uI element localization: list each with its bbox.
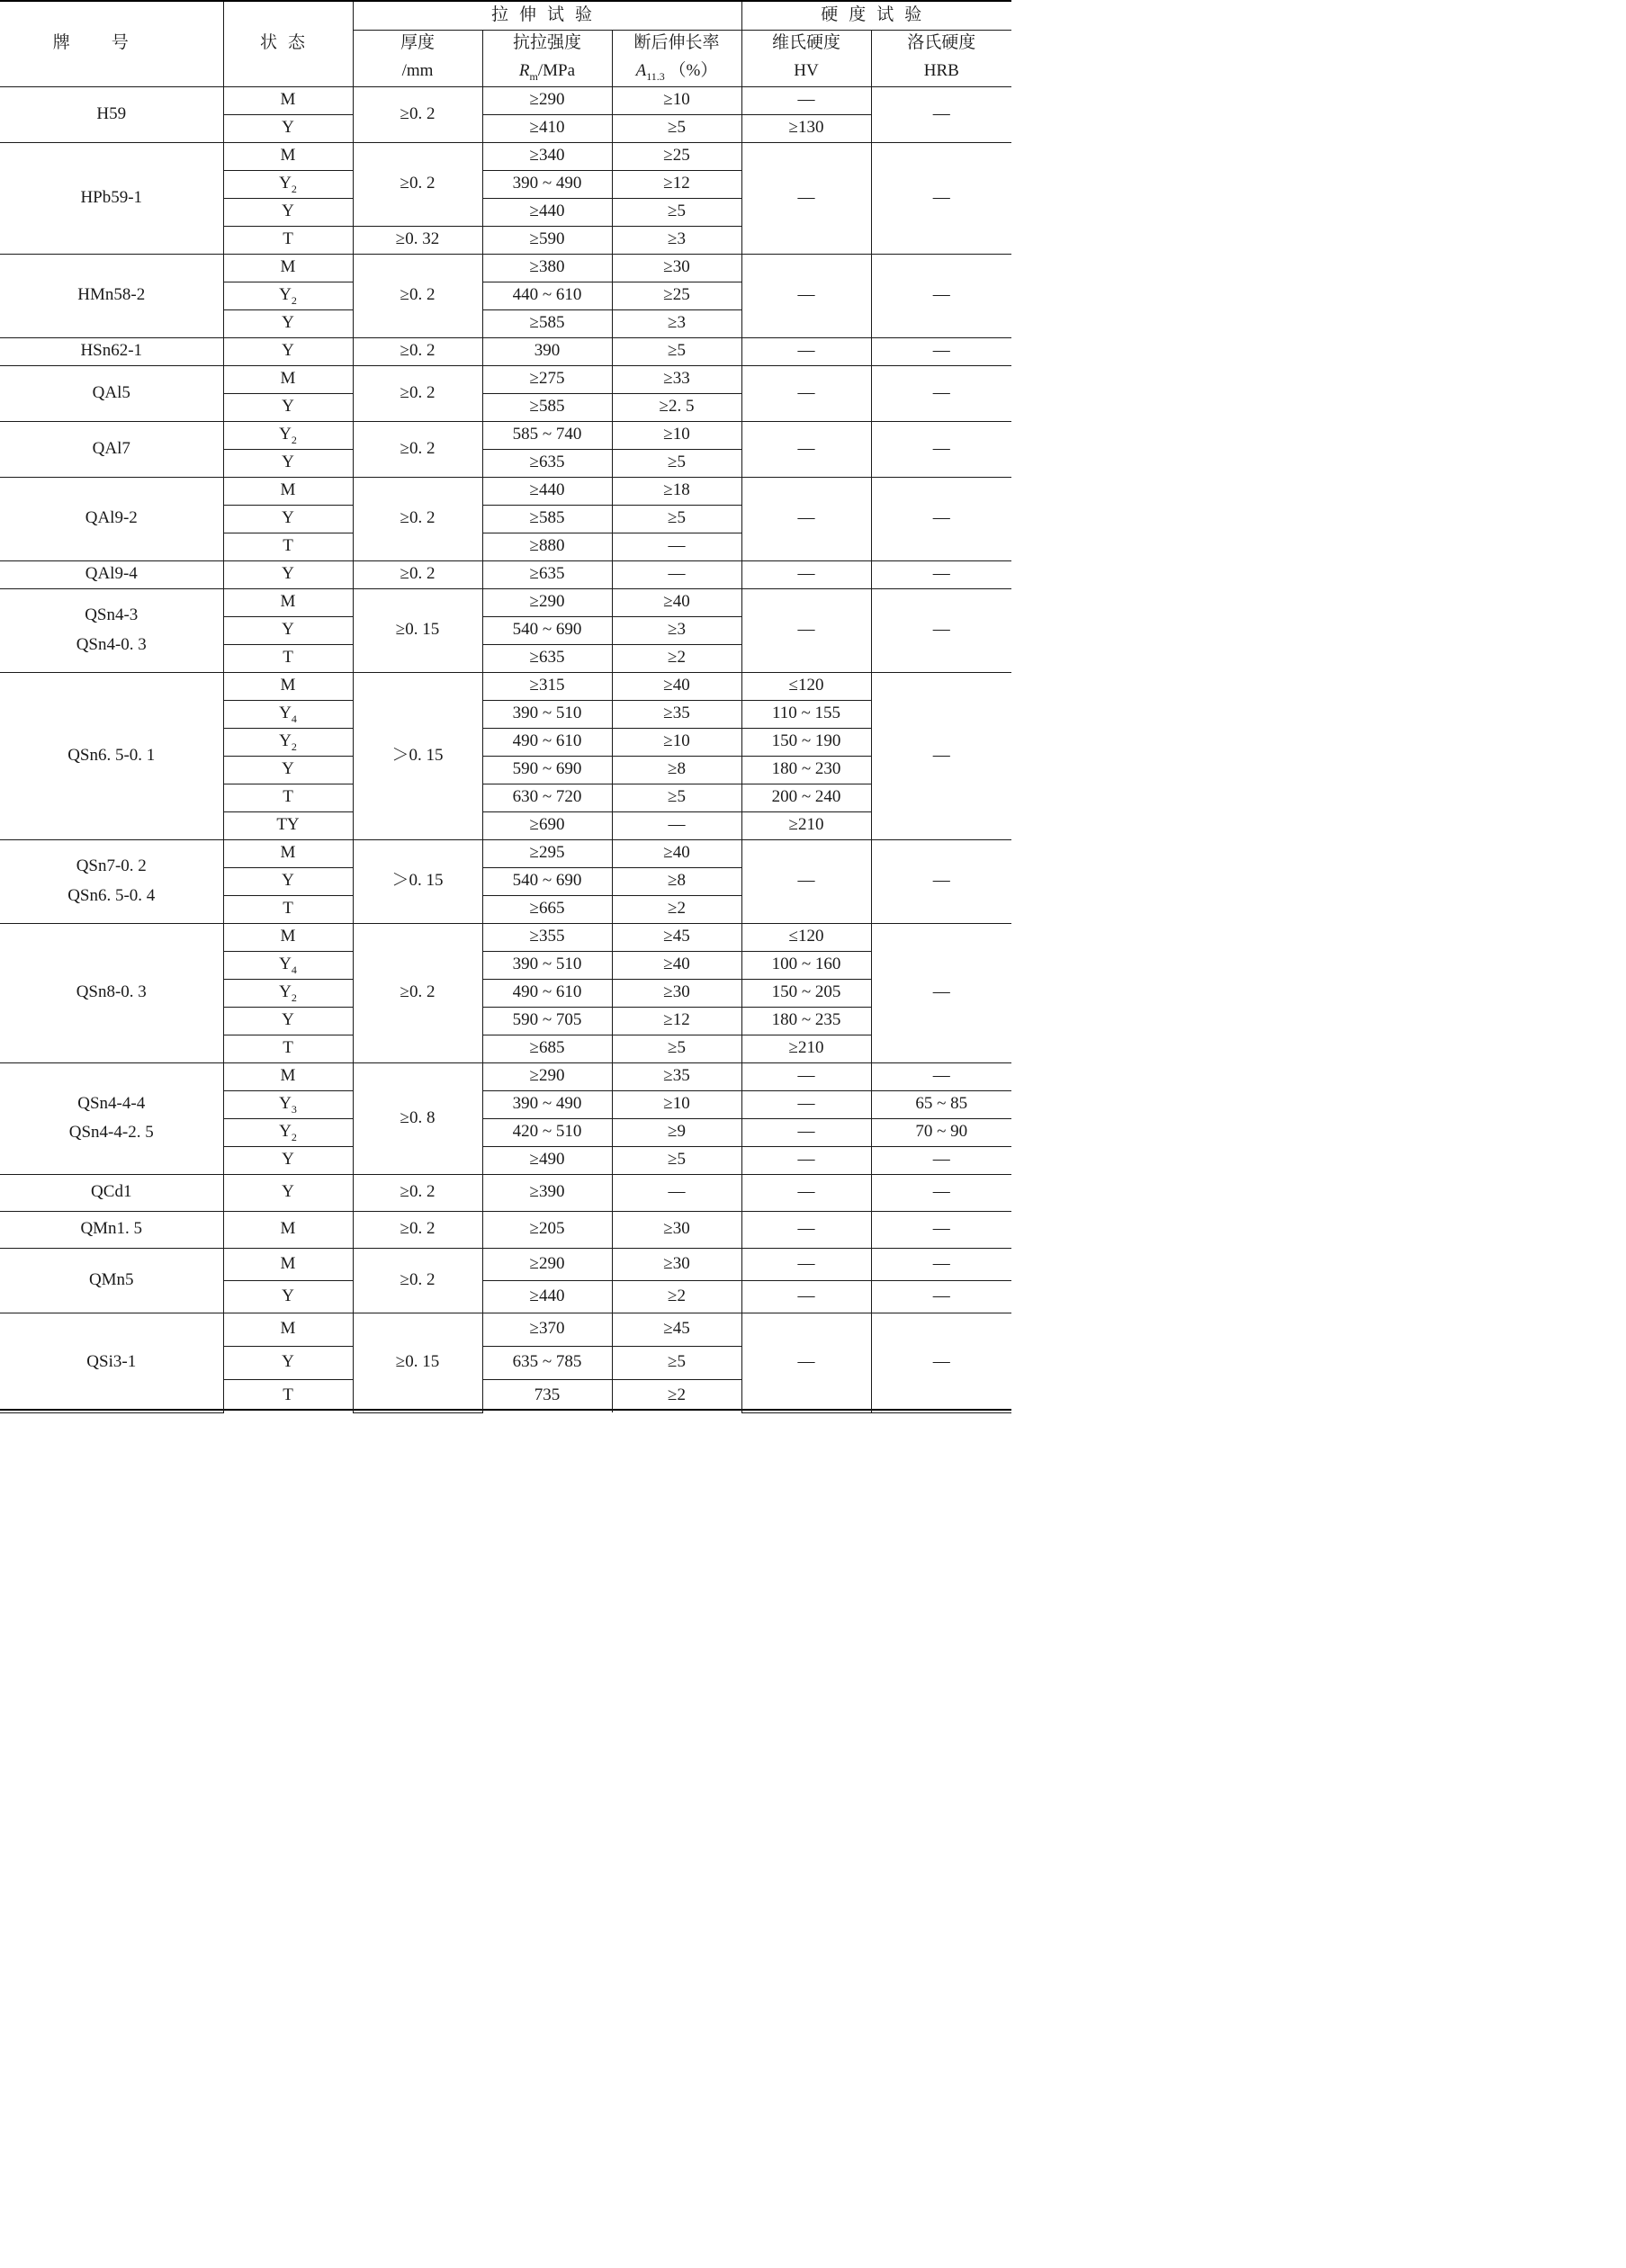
table-row	[0, 672, 1011, 700]
tensile-strength-cell: 440 ~ 610	[482, 282, 612, 309]
elongation-cell: ≥2	[612, 644, 741, 672]
thickness-cell: ≥0. 2	[353, 923, 482, 1062]
tensile-strength-cell: ≥585	[482, 505, 612, 533]
thickness-cell: ≥0. 2	[353, 254, 482, 337]
state-cell: $Y_2$	[223, 728, 353, 756]
grade-name: QSn4-4-4	[77, 1093, 146, 1113]
grade-cell	[0, 1211, 223, 1248]
vickers-hardness-cell: ≤120	[741, 672, 871, 700]
tensile-strength-cell: 590 ~ 705	[482, 1007, 612, 1035]
tensile-strength-cell: ≥275	[482, 365, 612, 393]
elongation-cell: ≥30	[612, 1248, 741, 1280]
thickness-cell: ≥0. 2	[353, 560, 482, 588]
grade-cell	[0, 337, 223, 365]
vickers-hardness-cell: ≥210	[741, 811, 871, 839]
elongation-cell: ≥40	[612, 839, 741, 867]
state-cell: Y	[223, 867, 353, 895]
elongation-cell: —	[612, 533, 741, 560]
elongation-cell: ≥2	[612, 895, 741, 923]
mechanical-properties-table	[0, 2, 1011, 1413]
rockwell-hardness-cell: —	[871, 588, 1011, 672]
tensile-strength-cell: 420 ~ 510	[482, 1118, 612, 1146]
header-state: 状态	[223, 2, 353, 86]
table-row	[0, 1062, 1011, 1090]
elongation-cell: ≥5	[612, 1146, 741, 1174]
elongation-cell: ≥30	[612, 1211, 741, 1248]
vickers-hardness-cell: 200 ~ 240	[741, 784, 871, 811]
state-cell: Y	[223, 337, 353, 365]
tensile-strength-cell: ≥290	[482, 1248, 612, 1280]
rockwell-hardness-cell: —	[871, 337, 1011, 365]
grade-name: QSn6. 5-0. 4	[67, 885, 156, 905]
elongation-cell: ≥35	[612, 700, 741, 728]
elongation-cell: ≥3	[612, 616, 741, 644]
elongation-cell: —	[612, 560, 741, 588]
vickers-hardness-cell: 180 ~ 235	[741, 1007, 871, 1035]
thickness-cell: ＞0. 15	[353, 839, 482, 923]
tensile-strength-cell: 635 ~ 785	[482, 1346, 612, 1379]
table-row	[0, 839, 1011, 867]
state-cell: $Y_3$	[223, 1090, 353, 1118]
rockwell-hardness-cell: —	[871, 365, 1011, 421]
tensile-strength-cell: 540 ~ 690	[482, 867, 612, 895]
tensile-strength-cell: 585 ~ 740	[482, 421, 612, 449]
grade-name: QSn4-4-2. 5	[68, 1123, 154, 1142]
state-cell: Y	[223, 1280, 353, 1313]
tensile-strength-cell: ≥685	[482, 1035, 612, 1062]
state-cell: $Y_4$	[223, 700, 353, 728]
state-cell: $Y_2$	[223, 1118, 353, 1146]
state-cell: $Y_2$	[223, 282, 353, 309]
state-cell: Y	[223, 114, 353, 142]
grade-cell	[0, 1062, 223, 1174]
state-cell: Y	[223, 505, 353, 533]
state-cell: T	[223, 533, 353, 560]
vickers-hardness-cell: ≥210	[741, 1035, 871, 1062]
tensile-strength-cell: ≥880	[482, 533, 612, 560]
tensile-strength-cell: 490 ~ 610	[482, 979, 612, 1007]
tensile-strength-cell: ≥290	[482, 86, 612, 114]
vickers-hardness-cell: —	[741, 1248, 871, 1280]
elongation-cell: ≥12	[612, 1007, 741, 1035]
header-grade: 牌号	[0, 2, 223, 86]
table-row	[0, 560, 1011, 588]
elongation-cell: ≥5	[612, 1346, 741, 1379]
thickness-cell: ≥0. 2	[353, 337, 482, 365]
thickness-cell: ＞0. 15	[353, 672, 482, 839]
tensile-strength-cell: 390	[482, 337, 612, 365]
tensile-strength-cell: 390 ~ 490	[482, 170, 612, 198]
table-row	[0, 1248, 1011, 1280]
vickers-hardness-cell: —	[741, 1090, 871, 1118]
elongation-cell: ≥8	[612, 867, 741, 895]
elongation-cell: —	[612, 1174, 741, 1211]
elongation-cell: ≥2	[612, 1280, 741, 1313]
state-cell: Y	[223, 560, 353, 588]
thickness-cell: ≥0. 2	[353, 1174, 482, 1211]
elongation-cell: ≥10	[612, 86, 741, 114]
state-cell: M	[223, 923, 353, 951]
grade-name: QMn5	[88, 1269, 134, 1289]
elongation-cell: ≥10	[612, 728, 741, 756]
header-hardness-test: 硬度试验	[741, 2, 1011, 30]
vickers-hardness-cell: —	[741, 588, 871, 672]
tensile-strength-cell: ≥410	[482, 114, 612, 142]
elongation-cell: ≥40	[612, 951, 741, 979]
thickness-cell: ≥0. 2	[353, 477, 482, 560]
rockwell-hardness-cell: —	[871, 142, 1011, 254]
elongation-cell: ≥5	[612, 198, 741, 226]
state-cell: M	[223, 1313, 353, 1346]
vickers-hardness-cell: —	[741, 1280, 871, 1313]
grade-name: QMn1. 5	[80, 1219, 143, 1239]
grade-cell	[0, 1174, 223, 1211]
rockwell-hardness-cell: —	[871, 254, 1011, 337]
grade-cell	[0, 923, 223, 1062]
state-cell: M	[223, 1062, 353, 1090]
state-cell: M	[223, 477, 353, 505]
grade-cell	[0, 142, 223, 254]
elongation-cell: ≥10	[612, 1090, 741, 1118]
tensile-strength-cell: ≥440	[482, 1280, 612, 1313]
vickers-hardness-cell: 150 ~ 190	[741, 728, 871, 756]
vickers-hardness-cell: —	[741, 1062, 871, 1090]
vickers-hardness-cell: ≥130	[741, 114, 871, 142]
elongation-cell: ≥45	[612, 1313, 741, 1346]
tensile-strength-cell: ≥585	[482, 309, 612, 337]
elongation-cell: ≥35	[612, 1062, 741, 1090]
state-cell: M	[223, 86, 353, 114]
table-row	[0, 421, 1011, 449]
tensile-strength-cell: ≥290	[482, 588, 612, 616]
rockwell-hardness-cell: 70 ~ 90	[871, 1118, 1011, 1146]
thickness-cell: ≥0. 2	[353, 365, 482, 421]
elongation-cell: ≥8	[612, 756, 741, 784]
tensile-strength-cell: 390 ~ 490	[482, 1090, 612, 1118]
tensile-strength-cell: ≥440	[482, 198, 612, 226]
elongation-cell: ≥10	[612, 421, 741, 449]
grade-name: H59	[96, 103, 127, 123]
state-cell: $Y_2$	[223, 979, 353, 1007]
tensile-strength-cell: ≥355	[482, 923, 612, 951]
elongation-cell: ≥5	[612, 449, 741, 477]
vickers-hardness-cell: —	[741, 365, 871, 421]
elongation-cell: —	[612, 811, 741, 839]
state-cell: T	[223, 226, 353, 254]
elongation-cell: ≥25	[612, 282, 741, 309]
header-strength-symbol: $R_m$/MPa	[482, 58, 612, 86]
thickness-cell: ≥0. 2	[353, 421, 482, 477]
vickers-hardness-cell: —	[741, 560, 871, 588]
elongation-cell: ≥3	[612, 309, 741, 337]
grade-name: HSn62-1	[80, 341, 143, 361]
rockwell-hardness-cell: —	[871, 1211, 1011, 1248]
elongation-cell: ≥33	[612, 365, 741, 393]
grade-name: QAl7	[92, 438, 130, 458]
state-cell: T	[223, 644, 353, 672]
tensile-strength-cell: ≥290	[482, 1062, 612, 1090]
grade-cell	[0, 86, 223, 142]
state-cell: T	[223, 1035, 353, 1062]
properties-table-sheet	[0, 0, 1011, 1411]
vickers-hardness-cell: 180 ~ 230	[741, 756, 871, 784]
state-cell: $Y_4$	[223, 951, 353, 979]
grade-name: QSn8-0. 3	[76, 982, 147, 1002]
tensile-strength-cell: 540 ~ 690	[482, 616, 612, 644]
tensile-strength-cell: ≥635	[482, 449, 612, 477]
grade-name: QAl9-4	[85, 564, 138, 584]
grade-name: QCd1	[91, 1182, 132, 1202]
grade-name: QSi3-1	[86, 1352, 137, 1372]
grade-name: HMn58-2	[77, 285, 146, 305]
rockwell-hardness-cell: —	[871, 1280, 1011, 1313]
rockwell-hardness-cell: —	[871, 560, 1011, 588]
tensile-strength-cell: ≥390	[482, 1174, 612, 1211]
tensile-strength-cell: ≥205	[482, 1211, 612, 1248]
state-cell: Y	[223, 1146, 353, 1174]
elongation-cell: ≥40	[612, 588, 741, 616]
grade-cell	[0, 839, 223, 923]
rockwell-hardness-cell: —	[871, 421, 1011, 477]
table-row	[0, 254, 1011, 282]
vickers-hardness-cell: —	[741, 1118, 871, 1146]
state-cell: Y	[223, 393, 353, 421]
table-row	[0, 337, 1011, 365]
grade-cell	[0, 477, 223, 560]
header-elongation: 断后伸长率	[612, 30, 741, 58]
state-cell: T	[223, 895, 353, 923]
elongation-cell: ≥5	[612, 337, 741, 365]
header-rockwell-unit: HRB	[871, 58, 1011, 86]
vickers-hardness-cell: —	[741, 839, 871, 923]
thickness-cell: ≥0. 8	[353, 1062, 482, 1174]
rockwell-hardness-cell: —	[871, 1146, 1011, 1174]
table-row	[0, 588, 1011, 616]
header-tensile-test: 拉伸试验	[353, 2, 741, 30]
state-cell: $Y_2$	[223, 170, 353, 198]
vickers-hardness-cell: 110 ~ 155	[741, 700, 871, 728]
rockwell-hardness-cell: —	[871, 1313, 1011, 1412]
vickers-hardness-cell: 150 ~ 205	[741, 979, 871, 1007]
tensile-strength-cell: ≥665	[482, 895, 612, 923]
grade-name: QAl9-2	[85, 508, 138, 528]
elongation-cell: ≥5	[612, 1035, 741, 1062]
elongation-cell: ≥18	[612, 477, 741, 505]
thickness-cell: ≥0. 15	[353, 1313, 482, 1412]
state-cell: T	[223, 1379, 353, 1412]
tensile-strength-cell: ≥635	[482, 644, 612, 672]
tensile-strength-cell: 590 ~ 690	[482, 756, 612, 784]
vickers-hardness-cell: —	[741, 1146, 871, 1174]
elongation-cell: ≥9	[612, 1118, 741, 1146]
tensile-strength-cell: ≥315	[482, 672, 612, 700]
state-cell: M	[223, 254, 353, 282]
elongation-cell: ≥25	[612, 142, 741, 170]
grade-cell	[0, 588, 223, 672]
elongation-cell: ≥2. 5	[612, 393, 741, 421]
header-thickness-unit: /mm	[353, 58, 482, 86]
table-row	[0, 86, 1011, 114]
thickness-cell: ≥0. 15	[353, 588, 482, 672]
thickness-cell: ≥0. 2	[353, 1248, 482, 1313]
tensile-strength-cell: ≥295	[482, 839, 612, 867]
vickers-hardness-cell: —	[741, 1174, 871, 1211]
vickers-hardness-cell: 100 ~ 160	[741, 951, 871, 979]
header-vickers: 维氏硬度	[741, 30, 871, 58]
tensile-strength-cell: ≥585	[482, 393, 612, 421]
elongation-cell: ≥2	[612, 1379, 741, 1412]
elongation-cell: ≥5	[612, 114, 741, 142]
table-row	[0, 1211, 1011, 1248]
header-thickness: 厚度	[353, 30, 482, 58]
grade-name: QAl5	[92, 382, 130, 402]
state-cell: M	[223, 142, 353, 170]
grade-name: QSn7-0. 2	[76, 856, 147, 876]
thickness-cell: ≥0. 2	[353, 142, 482, 226]
vickers-hardness-cell: —	[741, 86, 871, 114]
elongation-cell: ≥40	[612, 672, 741, 700]
header-tensile-strength: 抗拉强度	[482, 30, 612, 58]
rockwell-hardness-cell: —	[871, 1248, 1011, 1280]
state-cell: M	[223, 1211, 353, 1248]
state-cell: Y	[223, 1174, 353, 1211]
header-vickers-unit: HV	[741, 58, 871, 86]
elongation-cell: ≥30	[612, 979, 741, 1007]
tensile-strength-cell: 390 ~ 510	[482, 951, 612, 979]
tensile-strength-cell: ≥635	[482, 560, 612, 588]
header-rockwell: 洛氏硬度	[871, 30, 1011, 58]
grade-cell	[0, 1248, 223, 1313]
grade-cell	[0, 421, 223, 477]
state-cell: Y	[223, 1007, 353, 1035]
table-row	[0, 923, 1011, 951]
table-row	[0, 1313, 1011, 1346]
state-cell: Y	[223, 449, 353, 477]
table-header	[0, 2, 1011, 86]
thickness-cell: ≥0. 2	[353, 1211, 482, 1248]
rockwell-hardness-cell: —	[871, 839, 1011, 923]
state-cell: M	[223, 672, 353, 700]
grade-name: QSn4-0. 3	[76, 634, 147, 654]
rockwell-hardness-cell: —	[871, 1062, 1011, 1090]
rockwell-hardness-cell: —	[871, 923, 1011, 1062]
elongation-cell: ≥5	[612, 505, 741, 533]
elongation-cell: ≥30	[612, 254, 741, 282]
state-cell: Y	[223, 309, 353, 337]
header-elongation-symbol: $A_{11.3}$ （%）	[612, 58, 741, 86]
elongation-cell: ≥12	[612, 170, 741, 198]
grade-cell	[0, 254, 223, 337]
vickers-hardness-cell: —	[741, 1313, 871, 1412]
elongation-cell: ≥3	[612, 226, 741, 254]
tensile-strength-cell: ≥490	[482, 1146, 612, 1174]
thickness-cell: ≥0. 32	[353, 226, 482, 254]
state-cell: Y	[223, 1346, 353, 1379]
elongation-cell: ≥5	[612, 784, 741, 811]
vickers-hardness-cell: —	[741, 477, 871, 560]
rockwell-hardness-cell: 65 ~ 85	[871, 1090, 1011, 1118]
rockwell-hardness-cell: —	[871, 477, 1011, 560]
vickers-hardness-cell: ≤120	[741, 923, 871, 951]
tensile-strength-cell: ≥690	[482, 811, 612, 839]
state-cell: M	[223, 588, 353, 616]
rockwell-hardness-cell: —	[871, 1174, 1011, 1211]
grade-cell	[0, 1313, 223, 1412]
state-cell: TY	[223, 811, 353, 839]
tensile-strength-cell: ≥340	[482, 142, 612, 170]
tensile-strength-cell: 390 ~ 510	[482, 700, 612, 728]
tensile-strength-cell: ≥370	[482, 1313, 612, 1346]
tensile-strength-cell: 630 ~ 720	[482, 784, 612, 811]
state-cell: $Y_2$	[223, 421, 353, 449]
grade-name: HPb59-1	[80, 187, 143, 207]
table-body	[0, 86, 1011, 1412]
vickers-hardness-cell: —	[741, 337, 871, 365]
vickers-hardness-cell: —	[741, 421, 871, 477]
vickers-hardness-cell: —	[741, 1211, 871, 1248]
state-cell: Y	[223, 616, 353, 644]
grade-cell	[0, 365, 223, 421]
table-row	[0, 1174, 1011, 1211]
rockwell-hardness-cell: —	[871, 86, 1011, 142]
grade-name: QSn4-3	[85, 605, 139, 625]
tensile-strength-cell: ≥590	[482, 226, 612, 254]
grade-cell	[0, 560, 223, 588]
vickers-hardness-cell: —	[741, 254, 871, 337]
table-row	[0, 477, 1011, 505]
table-row	[0, 365, 1011, 393]
tensile-strength-cell: 490 ~ 610	[482, 728, 612, 756]
state-cell: M	[223, 839, 353, 867]
tensile-strength-cell: 735	[482, 1379, 612, 1412]
state-cell: Y	[223, 756, 353, 784]
table-row	[0, 142, 1011, 170]
elongation-cell: ≥45	[612, 923, 741, 951]
rockwell-hardness-cell: —	[871, 672, 1011, 839]
grade-cell	[0, 672, 223, 839]
state-cell: M	[223, 365, 353, 393]
grade-name: QSn6. 5-0. 1	[67, 745, 156, 765]
state-cell: M	[223, 1248, 353, 1280]
state-cell: Y	[223, 198, 353, 226]
tensile-strength-cell: ≥440	[482, 477, 612, 505]
state-cell: T	[223, 784, 353, 811]
vickers-hardness-cell: —	[741, 142, 871, 254]
thickness-cell: ≥0. 2	[353, 86, 482, 142]
tensile-strength-cell: ≥380	[482, 254, 612, 282]
